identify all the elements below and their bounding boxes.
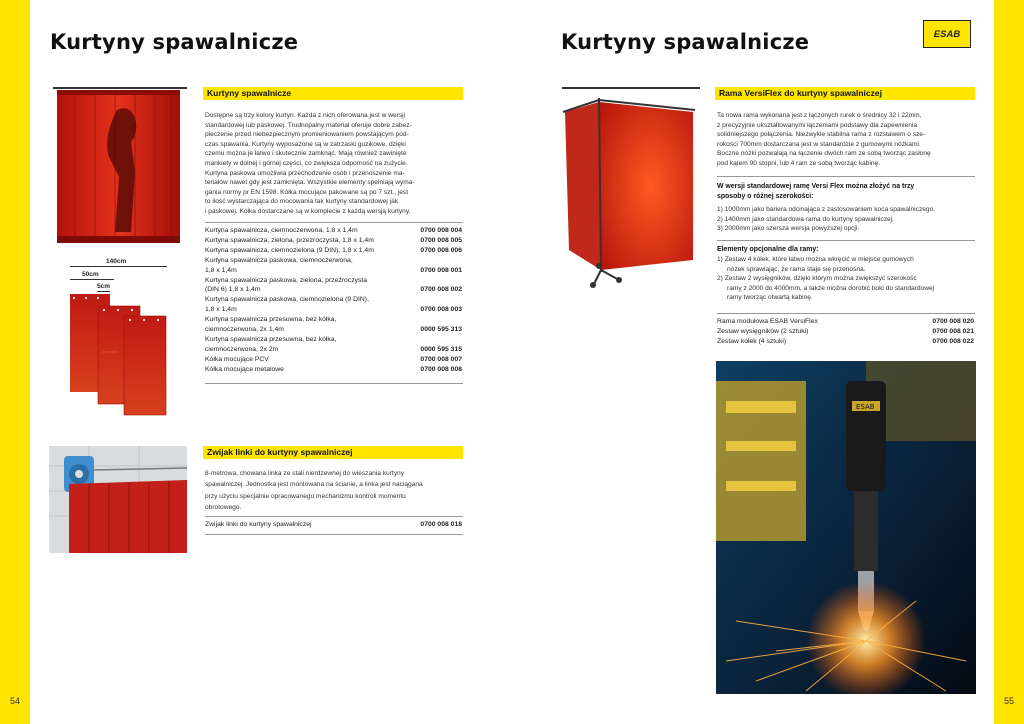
description-line: Boczne nóżki pozwalają na łączenie dwóch ram ze sobą tworząc zasłonę: [717, 150, 931, 158]
cutting-torch-photo: [716, 361, 976, 694]
product-row: [205, 246, 462, 256]
product-name: Kurtyna spawalnicza przesuwna, bez kółka,: [205, 316, 337, 324]
curtains-product-list: [205, 226, 462, 375]
frame-options-list: [717, 255, 979, 303]
product-name: (DIN 6) 1,8 x 1,4m: [205, 286, 261, 294]
product-code: [456, 276, 462, 286]
curtain-photo: [57, 90, 180, 243]
description-line: to ilość wystarczająca do mocowania tak kurtyny standardowej jak: [205, 198, 399, 206]
product-row: [205, 355, 462, 365]
description-line: standardowej lub paskowej. Trudnopalny materiał oferuje dobre zabez-: [205, 121, 412, 129]
description-line: mankiety w dolnej i górnej części, co zwiększa odporność na zużycie.: [205, 159, 408, 167]
product-code: 0700 008 004: [420, 227, 462, 234]
product-row: [205, 520, 462, 530]
product-name: ciemnoczerwona, 2x 1,4m: [205, 326, 284, 334]
product-name: Zestaw wysięgników (2 sztuki): [717, 327, 809, 335]
product-name: Kurtyna spawalnicza, zielona, przezroczysta, 1,8 x 1,4m: [205, 236, 374, 244]
left-edge-band: [0, 0, 30, 724]
divider-frame-3: [717, 313, 975, 314]
product-code: 0700 008 018: [420, 521, 462, 528]
description-line: czemu można je łatwo i skutecznie zamknąć. Mają również zawinięte: [205, 150, 407, 158]
product-code: [456, 315, 462, 325]
dimension-label-140cm: 140cm: [106, 258, 127, 265]
frame-option-continuation: nóżek sprawiając, że rama staje się przenośna.: [727, 265, 866, 273]
page-title-left: Kurtyny spawalnicze: [50, 30, 299, 54]
product-row: [205, 236, 462, 246]
page-number-right: 55: [1003, 696, 1014, 706]
description-line: teriałów nawet gdy jest zamknięta. Wszystkie elementy spełniają wyma-: [205, 179, 415, 187]
product-code: 0700 008 005: [420, 236, 462, 244]
product-code: 0700 008 008: [420, 365, 462, 373]
product-name: Zwijak linki do kurtyny spawalniczej: [205, 521, 312, 528]
width-option: 2) 1400mm jako standardowa rama do kurtyny spawalniczej.: [717, 215, 895, 223]
product-code: [456, 335, 462, 345]
frame-widths-list: [717, 205, 979, 234]
divider-reel-end: [205, 534, 463, 535]
product-name: Kurtyna spawalnicza paskowa, zielona, przeźroczysta: [205, 276, 368, 284]
widths-heading-line: W wersji standardowej ramę Versi Flex można złożyć na trzy: [717, 183, 915, 190]
product-code: 0700 008 003: [420, 306, 462, 314]
product-name: Kurtyna spawalnicza paskowa, ciemnozielona (9 DIN),: [205, 296, 369, 304]
description-line: Kurtyna paskowa umożliwia przechodzenie osób i przenoszenie ma-: [205, 169, 405, 177]
product-name: Zestaw kółek (4 sztuki): [717, 337, 787, 345]
widths-heading-line: sposoby o różnej szerokości:: [717, 192, 814, 200]
product-code: 0700 008 001: [420, 266, 462, 274]
description-line: gania normy pr EN 1598. Kółka mocujące pakowane są po 7 szt., jest: [205, 188, 409, 196]
esab-logo: [923, 20, 971, 48]
product-code: [456, 256, 462, 266]
frame-option-item: 1) Zestaw 4 kółek, które łatwo można wkręcić w miejsce gumowych: [717, 256, 914, 263]
reel-photo: [49, 446, 187, 553]
product-code: [456, 295, 462, 305]
product-row: [205, 315, 462, 325]
dimension-line-140: [70, 266, 167, 267]
product-name: Kółka mocujące metalowe: [205, 365, 284, 373]
product-row: [205, 365, 462, 375]
product-name: Rama modułowa ESAB VersiFlex: [717, 318, 818, 325]
description-line: czas spawania. Kurtyny wyposażone są w zatrzaski guzikowe, dzięki: [205, 140, 406, 148]
frame-description: [717, 111, 979, 169]
divider-frame-1: [717, 176, 975, 177]
product-name: Kółka mocujące PCV: [205, 355, 269, 363]
description-line: Ta nowa rama wykonana jest z łączonych rurek o średnicy 32 i 22mm,: [717, 112, 922, 119]
product-code: 0700 008 021: [932, 327, 974, 335]
product-code: 0700 008 022: [932, 337, 974, 345]
frame-options-heading: Elementy opcjonalne dla ramy:: [717, 246, 819, 253]
product-name: 1,8 x 1,4m: [205, 266, 237, 274]
product-row: [717, 317, 974, 327]
frame-option-item: 2) Zestaw 2 wysięgników, dzięki którym można zwiększyć szerokość: [717, 275, 917, 283]
dimension-label-50cm: 50cm: [82, 271, 99, 278]
right-edge-band: [994, 0, 1024, 724]
section-heading-curtains: Kurtyny spawalnicze: [203, 87, 463, 100]
product-row: [205, 305, 462, 315]
product-name: 1,8 x 1,4m: [205, 306, 237, 314]
section-heading-frame: Rama VersiFlex do kurtyny spawalniczej: [715, 87, 975, 100]
description-line: i paskowej. Kółka dostarczane są w komplecie z każdą wersją kurtyny.: [205, 207, 411, 215]
product-row: [717, 337, 974, 347]
width-option: 3) 2000mm jako szersza wersja powyższej opcji.: [717, 225, 860, 233]
reel-product-list: [205, 520, 462, 530]
product-code: 0700 008 007: [420, 355, 462, 363]
section-heading-reel: Zwijak linki do kurtyny spawalniczej: [203, 446, 463, 459]
product-name: Kurtyna spawalnicza przesuwna, bez kółka,: [205, 335, 337, 343]
description-line: Dostępne są trzy kolory kurtyn. Każda z nich oferowana jest w wersji: [205, 112, 406, 119]
divider-reel: [205, 516, 463, 517]
product-code: 0700 008 002: [420, 286, 462, 294]
page-number-left: 54: [10, 696, 21, 706]
product-row: [205, 345, 462, 355]
curtain-strips-illustration: [68, 292, 168, 417]
product-row: [205, 276, 462, 286]
description-line: rokości 700mm dostarczana jest w standardzie z gumowymi nóżkami.: [717, 140, 921, 148]
curtains-description: [205, 111, 465, 217]
product-row: [205, 226, 462, 236]
reel-description: [205, 468, 465, 513]
description-line: spawalniczej. Jednostka jest montowana na ścianie, a linka jest naciągana: [205, 481, 423, 489]
torch-brand-label: ESAB: [856, 403, 875, 411]
product-row: [205, 335, 462, 345]
divider-top-right: [562, 87, 700, 89]
product-code: 0000 595 315: [420, 345, 462, 353]
frame-option-continuation: ramy tworząc otwartą kabinę.: [727, 294, 813, 302]
width-option: 1) 1000mm jako bariera odcinająca z zastosowaniem koca spawalniczego.: [717, 206, 936, 213]
product-name: Kurtyna spawalnicza paskowa, ciemnoczerwona,: [205, 256, 353, 264]
description-line: z precyzyjnie ukształtowanymi łączeniami podstawy dla zapewnienia: [717, 121, 918, 129]
product-name: ciemnoczerwona, 2x 2m: [205, 345, 279, 353]
product-code: 0700 008 020: [932, 318, 974, 325]
divider-frame-2: [717, 240, 975, 241]
product-code: 0700 008 006: [420, 246, 462, 254]
product-row: [205, 266, 462, 276]
product-code: 0000 595 313: [420, 326, 462, 334]
product-row: [205, 295, 462, 305]
divider-curtains: [205, 222, 463, 223]
frame-widths-heading: [717, 182, 979, 201]
frame-option-continuation: ramy z 2000 do 4000mm, a także można dorobić boki do standardowej: [727, 284, 935, 292]
product-row: [717, 327, 974, 337]
description-line: pod kątem 90 stopni, lub 4 ram ze sobą tworząc kabinę.: [717, 159, 881, 167]
product-name: Kurtyna spawalnicza, ciemnoczerwona, 1,8 x 1,4m: [205, 227, 358, 234]
description-line: solidniejszego połączenia. Niezwykle stabilna rama z rozstawem o sze-: [717, 131, 926, 139]
esab-logo-text: ESAB: [933, 28, 961, 40]
page-title-right: Kurtyny spawalnicze: [561, 30, 810, 54]
dimension-line-50: [70, 279, 114, 280]
product-row: [205, 325, 462, 335]
frame-product-list: [717, 317, 974, 347]
versiflex-frame-photo: [561, 90, 699, 290]
product-row: [205, 285, 462, 295]
description-line: przy użyciu specjalnie opracowanego mechanizmu kontroli momentu: [205, 492, 406, 500]
product-name: Kurtyna spawalnicza, ciemnozielona (9 DIN), 1,8 x 1,4m: [205, 246, 374, 254]
product-row: [205, 256, 462, 266]
description-line: pieczenie przed niebezpiecznym promieniowaniem powstającym pod-: [205, 131, 409, 139]
divider-curtains-end: [205, 383, 463, 384]
dimension-label-5cm: 5cm: [97, 283, 111, 290]
divider-top-left: [53, 87, 187, 89]
description-line: obrotowego.: [205, 503, 242, 511]
description-line: 8-metrowa, chowana linka ze stali nierdzewnej do wieszania kurtyny: [205, 470, 405, 477]
